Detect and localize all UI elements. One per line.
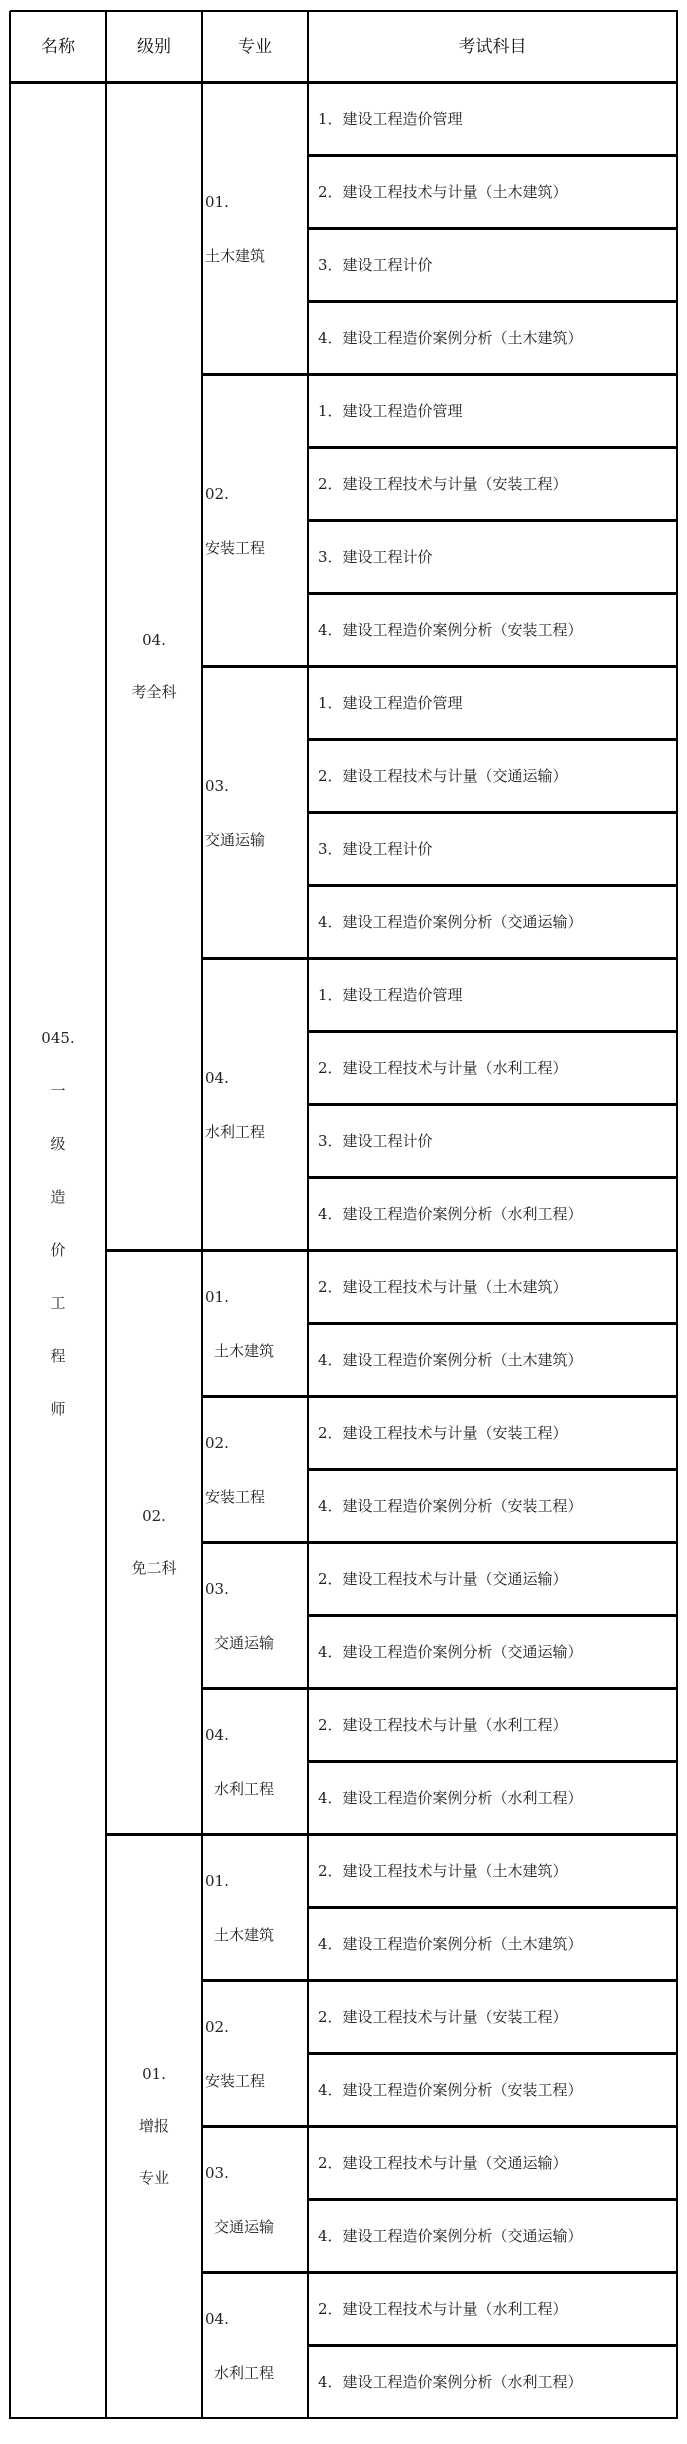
major-name: 土木建筑 xyxy=(214,1342,275,1360)
name-char: 程 xyxy=(50,1347,66,1365)
row-divider xyxy=(308,592,678,595)
subject-cell: 4．建设工程造价案例分析（土木建筑） xyxy=(318,1350,583,1369)
subject-cell: 3．建设工程计价 xyxy=(318,255,433,274)
name-char: 价 xyxy=(50,1241,66,1259)
row-divider xyxy=(202,1687,678,1690)
row-divider xyxy=(10,81,678,84)
row-divider xyxy=(10,2417,678,2419)
row-divider xyxy=(106,1833,678,1836)
row-divider xyxy=(202,2125,678,2128)
row-divider xyxy=(308,2052,678,2055)
subject-cell: 4．建设工程造价案例分析（安装工程） xyxy=(318,620,583,639)
row-divider xyxy=(308,446,678,449)
major-name: 交通运输 xyxy=(214,2218,275,2236)
level-code: 02. xyxy=(142,1507,166,1525)
row-divider xyxy=(202,2271,678,2274)
major-name: 安装工程 xyxy=(205,1488,266,1506)
row-divider xyxy=(308,154,678,157)
level-label: 增报 xyxy=(138,2117,170,2135)
major-name: 土木建筑 xyxy=(214,1926,275,1944)
subject-cell: 4．建设工程造价案例分析（交通运输） xyxy=(318,2226,583,2245)
row-divider xyxy=(10,10,678,12)
major-name: 水利工程 xyxy=(205,1123,266,1141)
major-name: 安装工程 xyxy=(205,539,266,557)
subject-cell: 3．建设工程计价 xyxy=(318,1131,433,1150)
row-divider xyxy=(308,1176,678,1179)
major-code: 01. xyxy=(205,1872,229,1890)
row-divider xyxy=(308,2198,678,2201)
major-name: 交通运输 xyxy=(205,831,266,849)
row-divider xyxy=(308,1760,678,1763)
subject-cell: 2．建设工程技术与计量（交通运输） xyxy=(318,1569,568,1588)
row-divider xyxy=(202,1395,678,1398)
row-divider xyxy=(308,519,678,522)
subject-cell: 1．建设工程造价管理 xyxy=(318,401,463,420)
row-divider xyxy=(308,1030,678,1033)
row-divider xyxy=(308,1468,678,1471)
header-major: 专业 xyxy=(238,36,272,57)
major-code: 01. xyxy=(205,1288,229,1306)
level-code: 04. xyxy=(142,631,166,649)
subject-cell: 4．建设工程造价案例分析（土木建筑） xyxy=(318,328,583,347)
subject-cell: 4．建设工程造价案例分析（安装工程） xyxy=(318,2080,583,2099)
major-code: 04. xyxy=(205,2310,229,2328)
row-divider xyxy=(308,1103,678,1106)
subject-cell: 2．建设工程技术与计量（水利工程） xyxy=(318,1058,568,1077)
row-divider xyxy=(202,665,678,668)
subject-cell: 2．建设工程技术与计量（土木建筑） xyxy=(318,1861,568,1880)
name-char: 造 xyxy=(50,1188,66,1206)
row-divider xyxy=(308,1322,678,1325)
name-char: 工 xyxy=(50,1294,66,1312)
subject-cell: 2．建设工程技术与计量（安装工程） xyxy=(318,474,568,493)
subject-cell: 4．建设工程造价案例分析（水利工程） xyxy=(318,2372,583,2391)
row-divider xyxy=(308,227,678,230)
subject-cell: 2．建设工程技术与计量（安装工程） xyxy=(318,2007,568,2026)
subject-cell: 1．建设工程造价管理 xyxy=(318,693,463,712)
subject-cell: 4．建设工程造价案例分析（水利工程） xyxy=(318,1204,583,1223)
major-code: 03. xyxy=(205,777,229,795)
major-name: 安装工程 xyxy=(205,2072,266,2090)
name-char: 一 xyxy=(50,1082,66,1100)
row-divider xyxy=(308,2344,678,2347)
subject-cell: 2．建设工程技术与计量（安装工程） xyxy=(318,1423,568,1442)
column-divider xyxy=(105,11,107,2419)
major-code: 03. xyxy=(205,1580,229,1598)
header-subjects: 考试科目 xyxy=(458,36,527,57)
subject-cell: 4．建设工程造价案例分析（土木建筑） xyxy=(318,1934,583,1953)
major-code: 04. xyxy=(205,1726,229,1744)
subject-cell: 1．建设工程造价管理 xyxy=(318,985,463,1004)
subject-cell: 2．建设工程技术与计量（土木建筑） xyxy=(318,182,568,201)
subject-cell: 1．建设工程造价管理 xyxy=(318,109,463,128)
row-divider xyxy=(202,373,678,376)
major-name: 土木建筑 xyxy=(205,247,266,265)
level-label: 考全科 xyxy=(131,683,177,701)
row-divider xyxy=(202,1979,678,1982)
row-divider xyxy=(308,738,678,741)
major-code: 01. xyxy=(205,193,229,211)
header-name: 名称 xyxy=(41,36,75,57)
major-code: 03. xyxy=(205,2164,229,2182)
row-divider xyxy=(308,884,678,887)
subject-cell: 2．建设工程技术与计量（交通运输） xyxy=(318,766,568,785)
subject-cell: 2．建设工程技术与计量（交通运输） xyxy=(318,2153,568,2172)
name-code: 045. xyxy=(41,1029,75,1047)
major-name: 交通运输 xyxy=(214,1634,275,1652)
subject-cell: 3．建设工程计价 xyxy=(318,547,433,566)
row-divider xyxy=(308,1906,678,1909)
major-code: 02. xyxy=(205,2018,229,2036)
subject-cell: 4．建设工程造价案例分析（水利工程） xyxy=(318,1788,583,1807)
row-divider xyxy=(106,1249,678,1252)
row-divider xyxy=(202,957,678,960)
row-divider xyxy=(202,1541,678,1544)
column-divider xyxy=(9,11,11,2419)
major-code: 02. xyxy=(205,485,229,503)
major-name: 水利工程 xyxy=(214,1780,275,1798)
subject-cell: 4．建设工程造价案例分析（交通运输） xyxy=(318,912,583,931)
level-label: 免二科 xyxy=(131,1559,177,1577)
subject-cell: 2．建设工程技术与计量（水利工程） xyxy=(318,2299,568,2318)
level-code: 01. xyxy=(142,2065,166,2083)
row-divider xyxy=(308,811,678,814)
level-label: 专业 xyxy=(138,2169,170,2187)
subject-cell: 3．建设工程计价 xyxy=(318,839,433,858)
subject-cell: 4．建设工程造价案例分析（交通运输） xyxy=(318,1642,583,1661)
row-divider xyxy=(308,300,678,303)
name-char: 师 xyxy=(50,1400,66,1418)
major-code: 02. xyxy=(205,1434,229,1452)
major-name: 水利工程 xyxy=(214,2364,275,2382)
row-divider xyxy=(308,1614,678,1617)
major-code: 04. xyxy=(205,1069,229,1087)
subject-cell: 2．建设工程技术与计量（土木建筑） xyxy=(318,1277,568,1296)
subject-cell: 2．建设工程技术与计量（水利工程） xyxy=(318,1715,568,1734)
subject-cell: 4．建设工程造价案例分析（安装工程） xyxy=(318,1496,583,1515)
name-char: 级 xyxy=(50,1135,66,1153)
header-level: 级别 xyxy=(137,36,171,57)
